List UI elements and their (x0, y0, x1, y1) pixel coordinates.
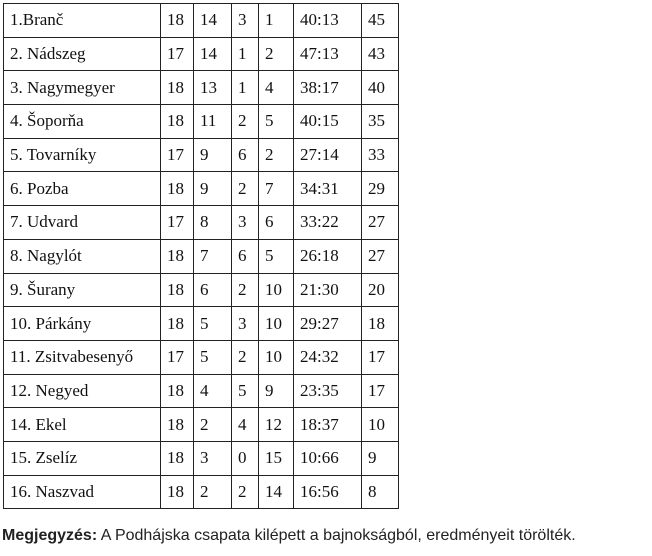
points-cell: 18 (362, 307, 399, 341)
lost-cell: 12 (259, 408, 294, 442)
table-row (4, 206, 399, 240)
drawn-cell: 6 (232, 138, 259, 172)
drawn-cell: 0 (232, 441, 259, 475)
played-cell: 17 (161, 340, 194, 374)
goals-cell: 47:13 (294, 37, 362, 71)
won-cell: 6 (194, 273, 232, 307)
played-cell: 18 (161, 4, 194, 38)
points-cell: 10 (362, 408, 399, 442)
table-row (4, 239, 399, 273)
played-cell: 18 (161, 239, 194, 273)
drawn-cell: 4 (232, 408, 259, 442)
team-name-cell: 3. Nagymegyer (4, 71, 161, 105)
lost-cell: 15 (259, 441, 294, 475)
table-row (4, 408, 399, 442)
team-name-cell: 10. Párkány (4, 307, 161, 341)
standings-table (3, 3, 399, 509)
drawn-cell: 3 (232, 206, 259, 240)
team-name-cell: 1.Branč (4, 4, 161, 38)
points-cell: 29 (362, 172, 399, 206)
goals-cell: 10:66 (294, 441, 362, 475)
team-name-cell: 8. Nagylót (4, 239, 161, 273)
won-cell: 2 (194, 408, 232, 442)
goals-cell: 33:22 (294, 206, 362, 240)
lost-cell: 2 (259, 37, 294, 71)
drawn-cell: 3 (232, 4, 259, 38)
lost-cell: 4 (259, 71, 294, 105)
drawn-cell: 2 (232, 340, 259, 374)
table-row (4, 441, 399, 475)
goals-cell: 29:27 (294, 307, 362, 341)
won-cell: 3 (194, 441, 232, 475)
team-name-cell: 5. Tovarníky (4, 138, 161, 172)
points-cell: 27 (362, 239, 399, 273)
lost-cell: 6 (259, 206, 294, 240)
table-row (4, 374, 399, 408)
played-cell: 17 (161, 206, 194, 240)
points-cell: 20 (362, 273, 399, 307)
played-cell: 18 (161, 374, 194, 408)
played-cell: 18 (161, 71, 194, 105)
drawn-cell: 2 (232, 475, 259, 509)
won-cell: 13 (194, 71, 232, 105)
team-name-cell: 4. Šoporňa (4, 105, 161, 139)
points-cell: 17 (362, 340, 399, 374)
won-cell: 2 (194, 475, 232, 509)
drawn-cell: 1 (232, 71, 259, 105)
lost-cell: 2 (259, 138, 294, 172)
goals-cell: 21:30 (294, 273, 362, 307)
drawn-cell: 2 (232, 172, 259, 206)
goals-cell: 26:18 (294, 239, 362, 273)
footnote-text: A Podhájska csapata kilépett a bajnokságból, eredményeit törölték. (97, 527, 576, 544)
won-cell: 14 (194, 4, 232, 38)
played-cell: 18 (161, 408, 194, 442)
played-cell: 17 (161, 37, 194, 71)
team-name-cell: 2. Nádszeg (4, 37, 161, 71)
played-cell: 18 (161, 273, 194, 307)
team-name-cell: 14. Ekel (4, 408, 161, 442)
goals-cell: 38:17 (294, 71, 362, 105)
table-row (4, 475, 399, 509)
won-cell: 11 (194, 105, 232, 139)
table-row (4, 105, 399, 139)
lost-cell: 7 (259, 172, 294, 206)
standings-body (4, 4, 399, 509)
goals-cell: 40:15 (294, 105, 362, 139)
lost-cell: 10 (259, 273, 294, 307)
won-cell: 5 (194, 340, 232, 374)
drawn-cell: 6 (232, 239, 259, 273)
played-cell: 17 (161, 138, 194, 172)
goals-cell: 23:35 (294, 374, 362, 408)
table-row (4, 307, 399, 341)
won-cell: 9 (194, 172, 232, 206)
lost-cell: 5 (259, 239, 294, 273)
goals-cell: 24:32 (294, 340, 362, 374)
lost-cell: 1 (259, 4, 294, 38)
team-name-cell: 9. Šurany (4, 273, 161, 307)
lost-cell: 9 (259, 374, 294, 408)
goals-cell: 40:13 (294, 4, 362, 38)
won-cell: 4 (194, 374, 232, 408)
table-row (4, 4, 399, 38)
won-cell: 5 (194, 307, 232, 341)
table-row (4, 172, 399, 206)
lost-cell: 10 (259, 307, 294, 341)
won-cell: 8 (194, 206, 232, 240)
played-cell: 18 (161, 172, 194, 206)
played-cell: 18 (161, 441, 194, 475)
points-cell: 45 (362, 4, 399, 38)
team-name-cell: 6. Pozba (4, 172, 161, 206)
team-name-cell: 11. Zsitvabesenyő (4, 340, 161, 374)
points-cell: 33 (362, 138, 399, 172)
points-cell: 35 (362, 105, 399, 139)
goals-cell: 27:14 (294, 138, 362, 172)
points-cell: 27 (362, 206, 399, 240)
won-cell: 9 (194, 138, 232, 172)
team-name-cell: 12. Negyed (4, 374, 161, 408)
table-row (4, 138, 399, 172)
team-name-cell: 16. Naszvad (4, 475, 161, 509)
drawn-cell: 3 (232, 307, 259, 341)
footnote (2, 527, 576, 545)
table-row (4, 71, 399, 105)
lost-cell: 10 (259, 340, 294, 374)
goals-cell: 34:31 (294, 172, 362, 206)
played-cell: 18 (161, 105, 194, 139)
played-cell: 18 (161, 307, 194, 341)
drawn-cell: 2 (232, 273, 259, 307)
won-cell: 14 (194, 37, 232, 71)
lost-cell: 14 (259, 475, 294, 509)
won-cell: 7 (194, 239, 232, 273)
points-cell: 9 (362, 441, 399, 475)
table-row (4, 340, 399, 374)
lost-cell: 5 (259, 105, 294, 139)
table-row (4, 37, 399, 71)
goals-cell: 18:37 (294, 408, 362, 442)
team-name-cell: 15. Zselíz (4, 441, 161, 475)
goals-cell: 16:56 (294, 475, 362, 509)
points-cell: 43 (362, 37, 399, 71)
table-row (4, 273, 399, 307)
drawn-cell: 5 (232, 374, 259, 408)
played-cell: 18 (161, 475, 194, 509)
team-name-cell: 7. Udvard (4, 206, 161, 240)
footnote-label: Megjegyzés: (2, 527, 98, 544)
points-cell: 8 (362, 475, 399, 509)
drawn-cell: 1 (232, 37, 259, 71)
points-cell: 17 (362, 374, 399, 408)
drawn-cell: 2 (232, 105, 259, 139)
points-cell: 40 (362, 71, 399, 105)
